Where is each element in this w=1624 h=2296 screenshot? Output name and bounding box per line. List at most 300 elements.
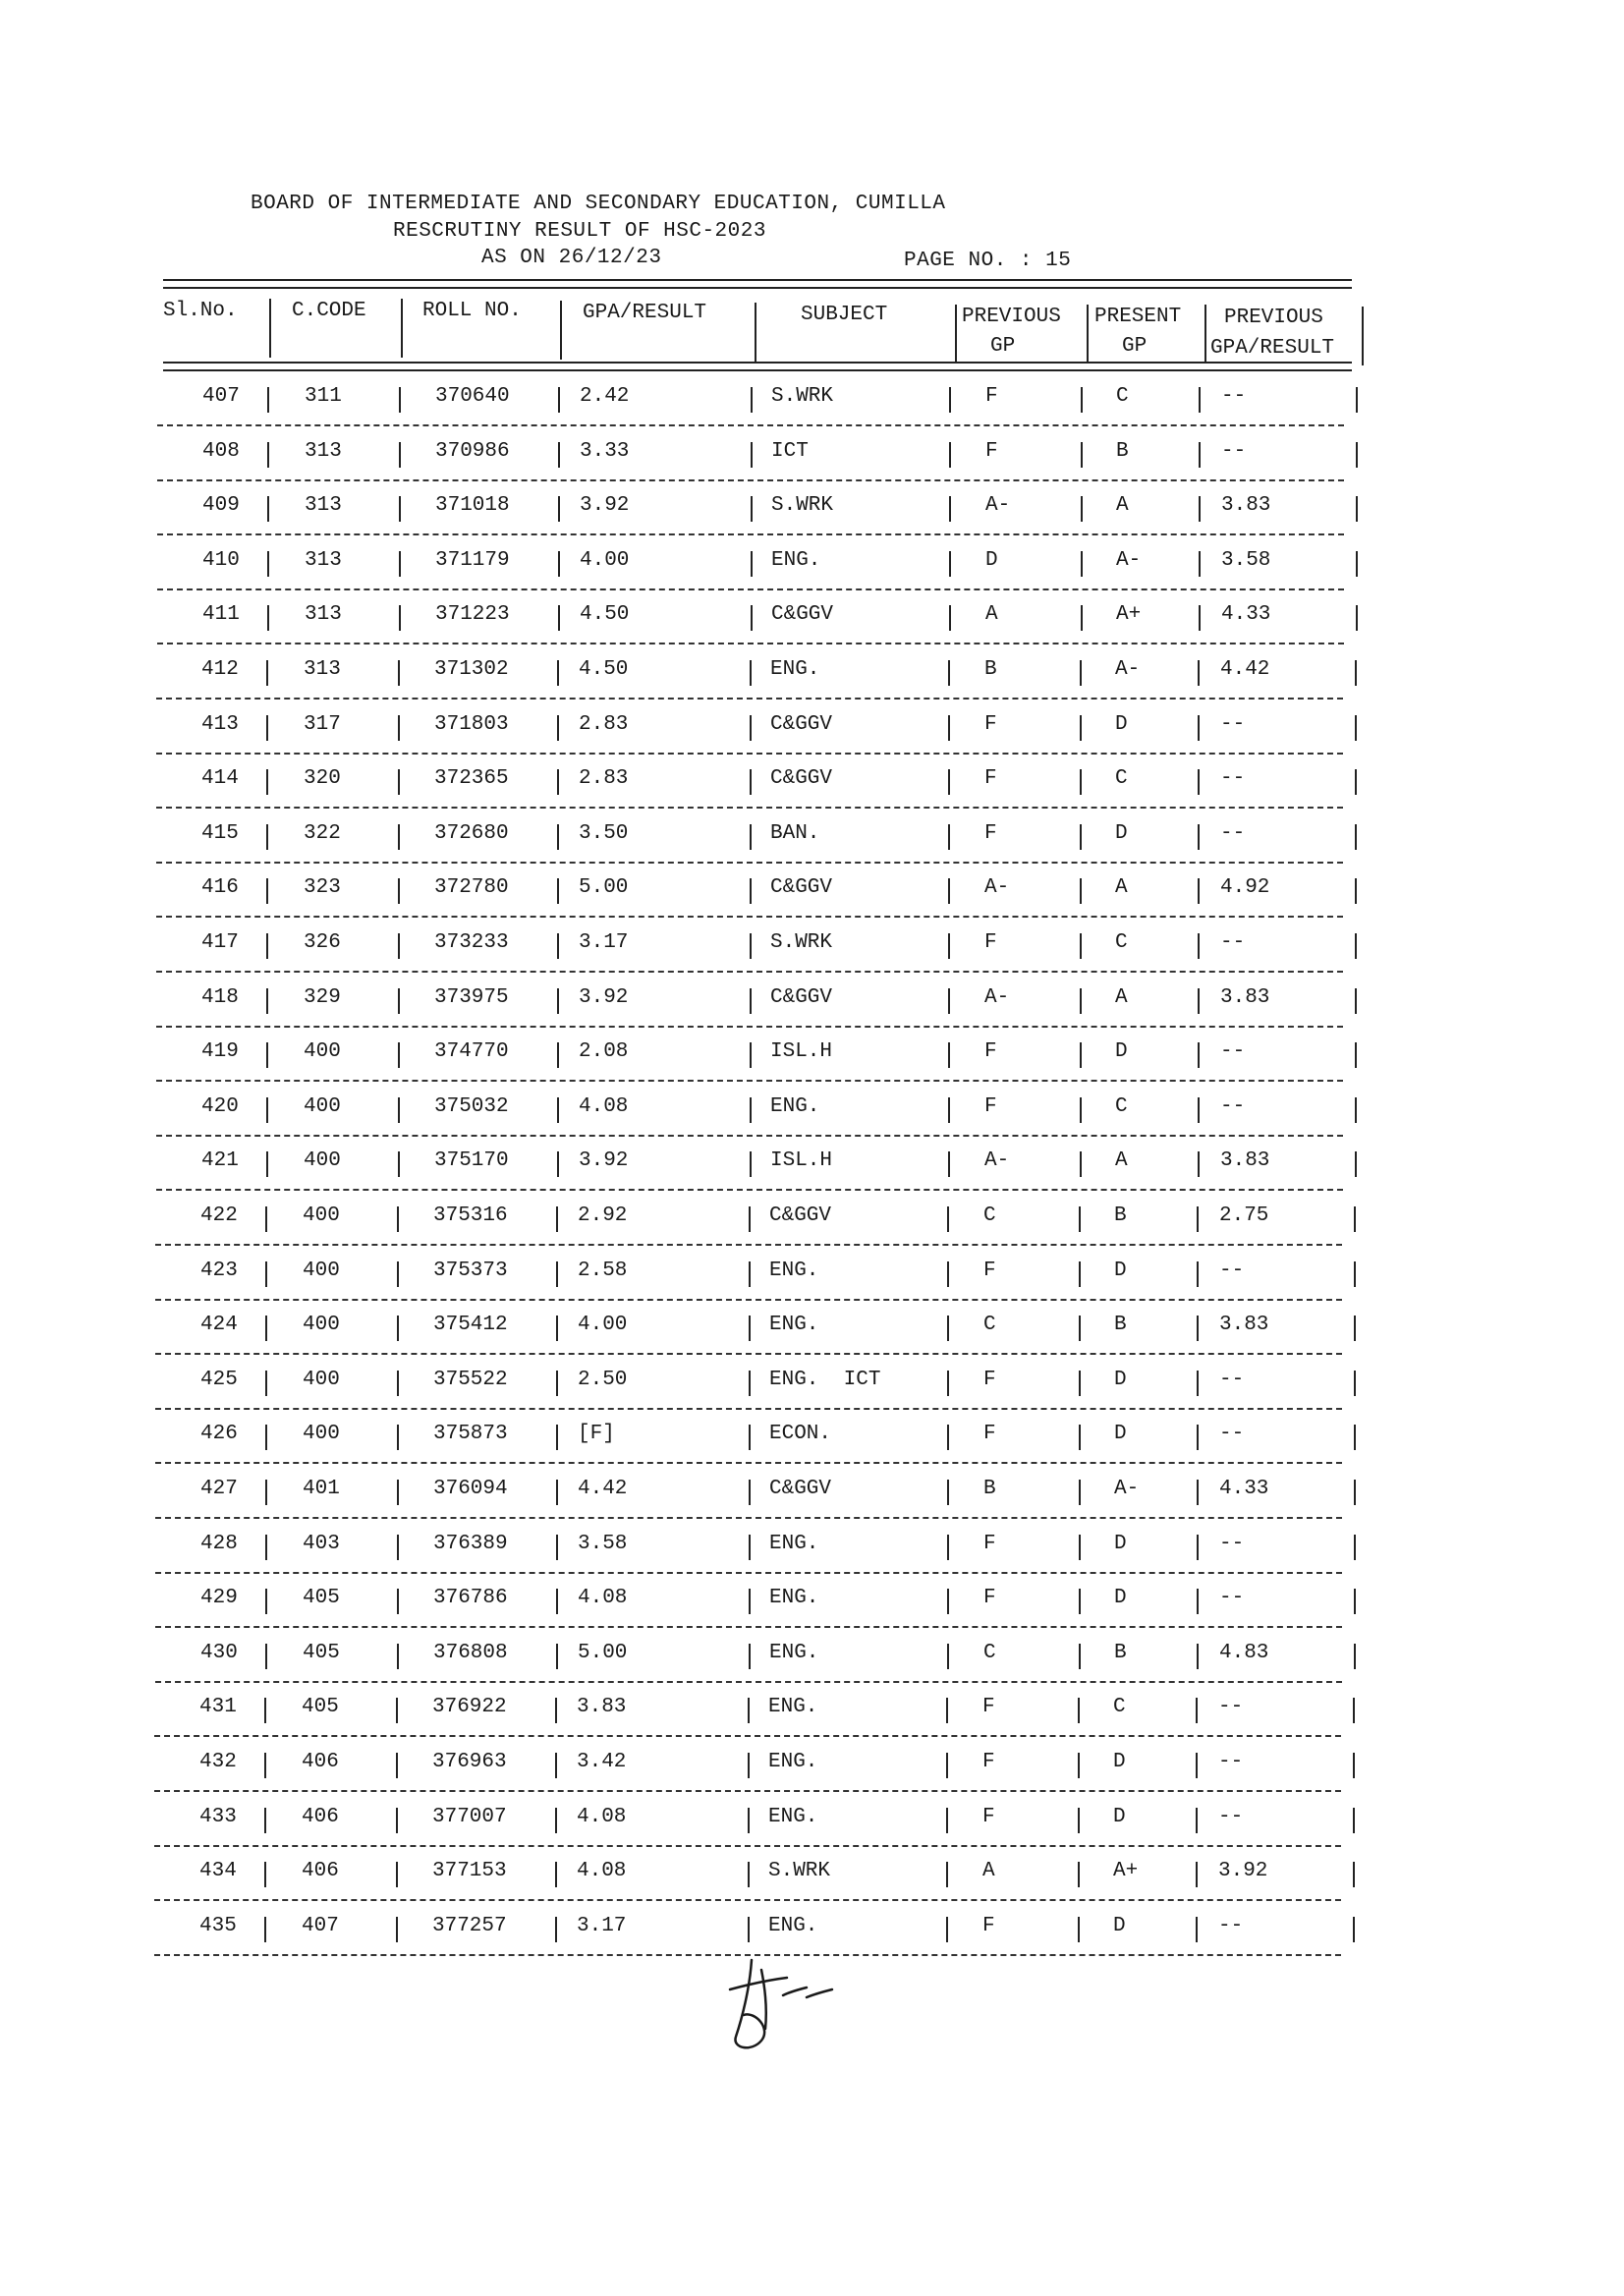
- table-row: [0, 713, 1624, 743]
- column-separator: [748, 1808, 750, 1833]
- column-separator: [398, 878, 400, 904]
- table-row: [0, 1369, 1624, 1398]
- column-separator: [1199, 551, 1201, 577]
- column-separator: [267, 387, 269, 413]
- cell-previous-gp: F: [985, 385, 998, 408]
- cell-sl-no: 420: [201, 1095, 239, 1118]
- column-separator: [749, 1644, 751, 1669]
- cell-previous-gp: F: [982, 1751, 995, 1773]
- column-separator: [1078, 1698, 1080, 1723]
- column-separator: [266, 824, 268, 850]
- column-separator: [750, 878, 752, 904]
- column-separator: [1355, 878, 1357, 904]
- cell-gpa-result: 3.17: [579, 931, 629, 954]
- cell-previous-gpa: 3.83: [1221, 494, 1271, 517]
- column-separator: [266, 1151, 268, 1177]
- column-separator: [1356, 605, 1358, 631]
- cell-sl-no: 419: [201, 1040, 239, 1063]
- column-separator: [264, 1698, 266, 1723]
- cell-subject: C&GGV: [770, 876, 833, 899]
- cell-present-gp: B: [1114, 1314, 1127, 1336]
- cell-previous-gp: C: [983, 1642, 996, 1664]
- cell-roll-no: 372780: [434, 876, 509, 899]
- table-row: [0, 876, 1624, 906]
- column-separator: [264, 1753, 266, 1778]
- column-separator: [946, 1917, 948, 1942]
- column-separator: [266, 933, 268, 959]
- cell-gpa-result: 3.92: [579, 986, 629, 1009]
- cell-roll-no: 370986: [435, 440, 510, 463]
- column-separator: [1080, 660, 1082, 686]
- column-separator: [1354, 1589, 1356, 1614]
- column-separator: [1355, 1042, 1357, 1068]
- cell-present-gp: B: [1114, 1642, 1127, 1664]
- cell-sl-no: 418: [201, 986, 239, 1009]
- cell-sl-no: 414: [201, 767, 239, 790]
- cell-previous-gp: C: [983, 1204, 996, 1227]
- cell-c-code: 405: [302, 1696, 339, 1718]
- cell-gpa-result: 4.08: [577, 1860, 627, 1882]
- cell-present-gp: A: [1115, 986, 1128, 1009]
- cell-previous-gp: F: [984, 713, 997, 736]
- column-separator: [749, 1425, 751, 1450]
- page-number: PAGE NO. : 15: [904, 250, 1072, 272]
- row-divider: [157, 643, 1344, 644]
- cell-previous-gp: A: [982, 1860, 995, 1882]
- header-separator: [401, 299, 403, 358]
- cell-gpa-result: 2.92: [578, 1204, 628, 1227]
- column-separator: [556, 1206, 558, 1232]
- column-separator: [398, 824, 400, 850]
- cell-c-code: 323: [304, 876, 341, 899]
- cell-present-gp: D: [1114, 1587, 1127, 1609]
- column-separator: [1081, 442, 1083, 468]
- cell-gpa-result: 5.00: [578, 1642, 628, 1664]
- column-separator: [949, 551, 951, 577]
- cell-sl-no: 409: [202, 494, 240, 517]
- cell-roll-no: 376922: [432, 1696, 507, 1718]
- cell-previous-gp: B: [984, 658, 997, 681]
- row-divider: [156, 1135, 1343, 1137]
- cell-roll-no: 376786: [433, 1587, 508, 1609]
- column-separator: [398, 660, 400, 686]
- cell-sl-no: 415: [201, 822, 239, 845]
- col-c-code: C.CODE: [292, 300, 366, 322]
- column-separator: [750, 1097, 752, 1123]
- header-rule-top: [163, 279, 1352, 289]
- cell-sl-no: 416: [201, 876, 239, 899]
- row-divider: [155, 1681, 1342, 1683]
- column-separator: [1081, 496, 1083, 522]
- cell-gpa-result: 4.50: [580, 603, 630, 626]
- column-separator: [1196, 1753, 1198, 1778]
- column-separator: [1199, 605, 1201, 631]
- cell-gpa-result: 3.42: [577, 1751, 627, 1773]
- cell-previous-gpa: --: [1220, 713, 1246, 736]
- column-separator: [751, 496, 753, 522]
- column-separator: [266, 878, 268, 904]
- cell-roll-no: 376963: [432, 1751, 507, 1773]
- column-separator: [749, 1316, 751, 1341]
- cell-gpa-result: 4.08: [579, 1095, 629, 1118]
- row-divider: [154, 1899, 1341, 1901]
- column-separator: [555, 1917, 557, 1942]
- cell-c-code: 400: [304, 1149, 341, 1172]
- col-subject: SUBJECT: [801, 304, 888, 326]
- column-separator: [396, 1808, 398, 1833]
- cell-present-gp: A-: [1115, 658, 1141, 681]
- cell-gpa-result: 4.00: [580, 549, 630, 572]
- column-separator: [947, 1535, 949, 1560]
- cell-present-gp: B: [1114, 1204, 1127, 1227]
- column-separator: [397, 1589, 399, 1614]
- cell-previous-gp: F: [982, 1696, 995, 1718]
- header-separator: [269, 299, 271, 358]
- column-separator: [1354, 1480, 1356, 1505]
- cell-roll-no: 374770: [434, 1040, 509, 1063]
- cell-gpa-result: 4.50: [579, 658, 629, 681]
- cell-c-code: 320: [304, 767, 341, 790]
- column-separator: [397, 1644, 399, 1669]
- column-separator: [1355, 769, 1357, 795]
- cell-c-code: 313: [305, 549, 342, 572]
- row-divider: [155, 1244, 1342, 1246]
- column-separator: [1196, 1808, 1198, 1833]
- column-separator: [1196, 1698, 1198, 1723]
- cell-roll-no: 376808: [433, 1642, 508, 1664]
- cell-roll-no: 373233: [434, 931, 509, 954]
- column-separator: [1354, 1261, 1356, 1287]
- cell-previous-gpa: --: [1218, 1806, 1244, 1828]
- column-separator: [1079, 1589, 1081, 1614]
- column-separator: [1079, 1535, 1081, 1560]
- column-separator: [1355, 824, 1357, 850]
- table-row: [0, 494, 1624, 524]
- column-separator: [555, 1808, 557, 1833]
- column-separator: [1078, 1808, 1080, 1833]
- cell-c-code: 405: [303, 1642, 340, 1664]
- cell-c-code: 313: [304, 658, 341, 681]
- column-separator: [1197, 1261, 1199, 1287]
- column-separator: [948, 660, 950, 686]
- column-separator: [398, 933, 400, 959]
- column-separator: [1354, 1316, 1356, 1341]
- row-divider: [154, 1790, 1341, 1792]
- cell-gpa-result: [F]: [578, 1423, 615, 1445]
- header-separator: [1087, 305, 1089, 364]
- column-separator: [1199, 496, 1201, 522]
- cell-c-code: 313: [305, 494, 342, 517]
- column-separator: [948, 715, 950, 741]
- column-separator: [264, 1808, 266, 1833]
- column-separator: [556, 1371, 558, 1396]
- column-separator: [265, 1535, 267, 1560]
- column-separator: [397, 1371, 399, 1396]
- column-separator: [1355, 1097, 1357, 1123]
- cell-c-code: 406: [302, 1860, 339, 1882]
- column-separator: [1197, 1480, 1199, 1505]
- cell-subject: ENG.: [768, 1806, 818, 1828]
- column-separator: [1356, 442, 1358, 468]
- cell-previous-gp: D: [985, 549, 998, 572]
- cell-c-code: 329: [304, 986, 341, 1009]
- table-row: [0, 986, 1624, 1016]
- cell-present-gp: C: [1115, 1095, 1128, 1118]
- cell-subject: ENG.: [768, 1751, 818, 1773]
- column-separator: [1353, 1917, 1355, 1942]
- column-separator: [946, 1862, 948, 1887]
- column-separator: [266, 660, 268, 686]
- cell-previous-gp: B: [983, 1478, 996, 1500]
- cell-c-code: 400: [304, 1095, 341, 1118]
- cell-previous-gpa: 4.83: [1219, 1642, 1269, 1664]
- column-separator: [557, 1151, 559, 1177]
- column-separator: [751, 442, 753, 468]
- cell-sl-no: 410: [202, 549, 240, 572]
- column-separator: [1198, 715, 1200, 741]
- board-title: BOARD OF INTERMEDIATE AND SECONDARY EDUCATION, CUMILLA: [251, 193, 946, 215]
- column-separator: [1354, 1425, 1356, 1450]
- row-divider: [156, 971, 1343, 973]
- column-separator: [751, 605, 753, 631]
- column-separator: [557, 933, 559, 959]
- cell-present-gp: D: [1114, 1260, 1127, 1282]
- cell-previous-gp: F: [983, 1260, 996, 1282]
- table-row: [0, 603, 1624, 633]
- column-separator: [399, 387, 401, 413]
- column-separator: [946, 1698, 948, 1723]
- column-separator: [1354, 1206, 1356, 1232]
- cell-previous-gp: A-: [984, 986, 1010, 1009]
- cell-previous-gpa: 2.75: [1219, 1204, 1269, 1227]
- column-separator: [399, 442, 401, 468]
- row-divider: [156, 807, 1343, 809]
- cell-subject: ENG.: [769, 1260, 819, 1282]
- column-separator: [948, 1042, 950, 1068]
- column-separator: [1197, 1644, 1199, 1669]
- cell-roll-no: 376389: [433, 1533, 508, 1555]
- column-separator: [558, 387, 560, 413]
- cell-previous-gp: F: [983, 1423, 996, 1445]
- cell-present-gp: A: [1116, 494, 1129, 517]
- table-row: [0, 549, 1624, 579]
- column-separator: [397, 1425, 399, 1450]
- table-row: [0, 1696, 1624, 1725]
- column-separator: [1078, 1862, 1080, 1887]
- cell-present-gp: A-: [1114, 1478, 1140, 1500]
- column-separator: [947, 1206, 949, 1232]
- cell-gpa-result: 3.33: [580, 440, 630, 463]
- row-divider: [154, 1735, 1341, 1737]
- column-separator: [397, 1535, 399, 1560]
- column-separator: [1079, 1644, 1081, 1669]
- table-row: [0, 1204, 1624, 1234]
- col-previous-gp: PREVIOUS: [962, 306, 1061, 328]
- cell-c-code: 406: [302, 1806, 339, 1828]
- column-separator: [947, 1371, 949, 1396]
- column-separator: [749, 1535, 751, 1560]
- column-separator: [1198, 1042, 1200, 1068]
- column-separator: [946, 1753, 948, 1778]
- cell-subject: S.WRK: [771, 494, 834, 517]
- column-separator: [557, 1097, 559, 1123]
- table-row: [0, 658, 1624, 688]
- column-separator: [265, 1425, 267, 1450]
- cell-subject: ENG.: [770, 658, 820, 681]
- cell-gpa-result: 3.17: [577, 1915, 627, 1937]
- column-separator: [265, 1316, 267, 1341]
- column-separator: [558, 605, 560, 631]
- column-separator: [1081, 387, 1083, 413]
- cell-c-code: 317: [304, 713, 341, 736]
- col-roll-no: ROLL NO.: [422, 300, 522, 322]
- col-present-gp-sub: GP: [1122, 335, 1148, 358]
- cell-previous-gpa: 3.83: [1220, 1149, 1270, 1172]
- cell-roll-no: 375316: [433, 1204, 508, 1227]
- cell-previous-gpa: --: [1219, 1587, 1245, 1609]
- table-row: [0, 1260, 1624, 1289]
- cell-gpa-result: 3.83: [577, 1696, 627, 1718]
- cell-present-gp: A+: [1113, 1860, 1139, 1882]
- cell-present-gp: D: [1113, 1751, 1126, 1773]
- column-separator: [556, 1261, 558, 1287]
- column-separator: [1198, 878, 1200, 904]
- cell-previous-gp: F: [985, 440, 998, 463]
- column-separator: [1081, 551, 1083, 577]
- column-separator: [1355, 933, 1357, 959]
- column-separator: [398, 1151, 400, 1177]
- column-separator: [267, 442, 269, 468]
- column-separator: [1197, 1316, 1199, 1341]
- cell-subject: ENG.: [769, 1642, 819, 1664]
- column-separator: [558, 442, 560, 468]
- cell-sl-no: 413: [201, 713, 239, 736]
- cell-roll-no: 375032: [434, 1095, 509, 1118]
- column-separator: [1197, 1371, 1199, 1396]
- cell-gpa-result: 3.58: [578, 1533, 628, 1555]
- column-separator: [1355, 988, 1357, 1014]
- cell-previous-gpa: --: [1219, 1423, 1245, 1445]
- column-separator: [556, 1425, 558, 1450]
- cell-roll-no: 375412: [433, 1314, 508, 1336]
- cell-previous-gpa: --: [1218, 1751, 1244, 1773]
- cell-previous-gpa: 4.42: [1220, 658, 1270, 681]
- column-separator: [266, 1097, 268, 1123]
- column-separator: [1356, 496, 1358, 522]
- cell-sl-no: 423: [200, 1260, 238, 1282]
- cell-sl-no: 428: [200, 1533, 238, 1555]
- column-separator: [750, 1042, 752, 1068]
- column-separator: [1198, 1151, 1200, 1177]
- column-separator: [557, 824, 559, 850]
- cell-previous-gp: A-: [984, 876, 1010, 899]
- cell-previous-gp: F: [982, 1806, 995, 1828]
- column-separator: [751, 551, 753, 577]
- column-separator: [1079, 1480, 1081, 1505]
- column-separator: [750, 1151, 752, 1177]
- column-separator: [397, 1480, 399, 1505]
- cell-previous-gpa: --: [1220, 767, 1246, 790]
- cell-gpa-result: 4.00: [578, 1314, 628, 1336]
- table-row: [0, 385, 1624, 415]
- column-separator: [265, 1589, 267, 1614]
- table-row: [0, 1915, 1624, 1944]
- row-divider: [155, 1353, 1342, 1355]
- column-separator: [1079, 1425, 1081, 1450]
- column-separator: [396, 1917, 398, 1942]
- cell-previous-gp: F: [984, 931, 997, 954]
- cell-roll-no: 376094: [433, 1478, 508, 1500]
- column-separator: [749, 1206, 751, 1232]
- cell-previous-gp: A-: [984, 1149, 1010, 1172]
- cell-previous-gp: F: [983, 1533, 996, 1555]
- cell-present-gp: C: [1116, 385, 1129, 408]
- cell-gpa-result: 2.83: [579, 713, 629, 736]
- row-divider: [154, 1845, 1341, 1847]
- cell-gpa-result: 5.00: [579, 876, 629, 899]
- column-separator: [266, 715, 268, 741]
- cell-present-gp: D: [1114, 1533, 1127, 1555]
- column-separator: [947, 1425, 949, 1450]
- cell-present-gp: D: [1115, 713, 1128, 736]
- column-separator: [948, 988, 950, 1014]
- row-divider: [155, 1517, 1342, 1519]
- cell-sl-no: 435: [199, 1915, 237, 1937]
- table-row: [0, 822, 1624, 852]
- column-separator: [750, 660, 752, 686]
- signature: [722, 1950, 840, 2058]
- col-sl-no: Sl.No.: [163, 300, 238, 322]
- column-separator: [1080, 1042, 1082, 1068]
- column-separator: [1080, 933, 1082, 959]
- table-row: [0, 440, 1624, 470]
- cell-gpa-result: 3.50: [579, 822, 629, 845]
- table-row: [0, 1095, 1624, 1125]
- cell-roll-no: 375170: [434, 1149, 509, 1172]
- cell-sl-no: 429: [200, 1587, 238, 1609]
- row-divider: [156, 862, 1343, 864]
- row-divider: [157, 533, 1344, 535]
- cell-c-code: 311: [305, 385, 342, 408]
- cell-subject: ENG.: [771, 549, 821, 572]
- cell-roll-no: 373975: [434, 986, 509, 1009]
- cell-gpa-result: 2.83: [579, 767, 629, 790]
- cell-previous-gp: F: [984, 822, 997, 845]
- column-separator: [1354, 1644, 1356, 1669]
- cell-sl-no: 433: [199, 1806, 237, 1828]
- cell-c-code: 326: [304, 931, 341, 954]
- col-previous-gpa: PREVIOUS: [1224, 307, 1323, 329]
- column-separator: [948, 1151, 950, 1177]
- row-divider: [157, 588, 1344, 590]
- cell-sl-no: 425: [200, 1369, 238, 1391]
- column-separator: [555, 1753, 557, 1778]
- column-separator: [265, 1261, 267, 1287]
- column-separator: [1199, 387, 1201, 413]
- cell-gpa-result: 2.50: [578, 1369, 628, 1391]
- cell-gpa-result: 3.92: [580, 494, 630, 517]
- cell-previous-gpa: 4.33: [1219, 1478, 1269, 1500]
- cell-sl-no: 431: [199, 1696, 237, 1718]
- cell-present-gp: A: [1115, 876, 1128, 899]
- column-separator: [749, 1371, 751, 1396]
- cell-sl-no: 427: [200, 1478, 238, 1500]
- cell-present-gp: B: [1116, 440, 1129, 463]
- column-separator: [558, 496, 560, 522]
- cell-present-gp: D: [1115, 1040, 1128, 1063]
- cell-roll-no: 372365: [434, 767, 509, 790]
- column-separator: [1078, 1753, 1080, 1778]
